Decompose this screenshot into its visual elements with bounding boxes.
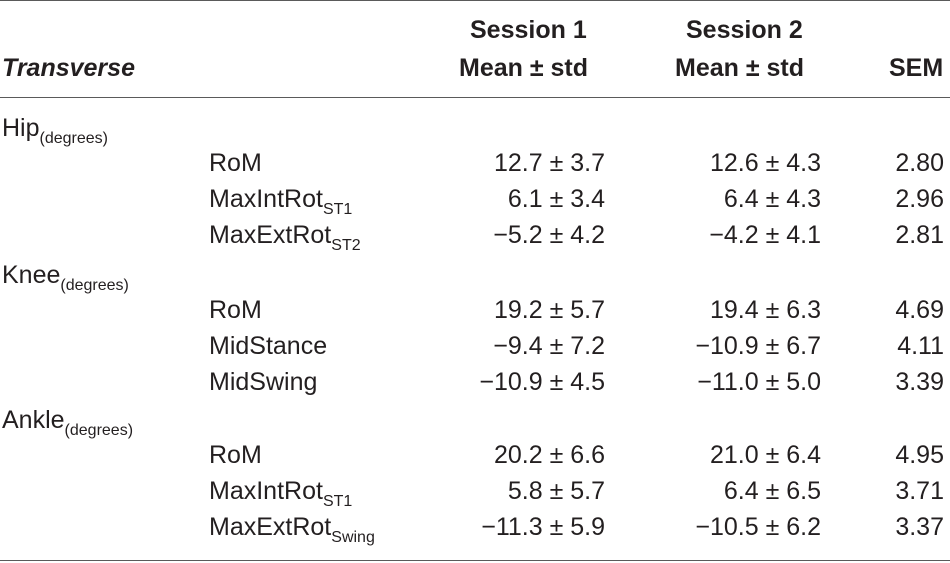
- table-row: [0, 295, 950, 331]
- table-row: [0, 184, 950, 220]
- top-rule: [0, 0, 950, 1]
- session2-mean-std-header: Mean ± std: [675, 54, 805, 82]
- table-row: [0, 440, 950, 476]
- session1-value: 6.1 ± 3.4: [507, 185, 605, 213]
- session2-value: 19.4 ± 6.3: [709, 296, 821, 324]
- group-ankle-header: [0, 405, 950, 441]
- table-row: [0, 220, 950, 256]
- table-row: [0, 331, 950, 367]
- session2-value: −11.0 ± 5.0: [697, 368, 821, 396]
- row-label: MaxExtRot: [209, 221, 332, 249]
- group-hip-header: [0, 113, 950, 149]
- sem-value: 2.96: [895, 185, 944, 213]
- session1-mean-std-header: Mean ± std: [459, 54, 589, 82]
- session2-value: −10.9 ± 6.7: [695, 332, 821, 360]
- sem-value: 2.81: [895, 221, 944, 249]
- row-label: RoM: [209, 149, 262, 177]
- sem-value: 4.11: [897, 332, 944, 360]
- group-name: Knee: [2, 261, 61, 289]
- group-unit: (degrees): [64, 422, 134, 439]
- session1-value: −10.9 ± 4.5: [479, 368, 605, 396]
- transverse-header: Transverse: [2, 54, 135, 82]
- row-label: MidStance: [209, 332, 328, 360]
- session1-value: −5.2 ± 4.2: [493, 221, 605, 249]
- table-row: [0, 367, 950, 403]
- row-label: MaxIntRot: [209, 477, 323, 505]
- session1-value: 19.2 ± 5.7: [493, 296, 605, 324]
- sem-value: 3.71: [895, 477, 944, 505]
- row-label: RoM: [209, 441, 262, 469]
- bottom-rule: [0, 560, 950, 561]
- session2-value: 6.4 ± 6.5: [723, 477, 821, 505]
- sem-value: 2.80: [895, 149, 944, 177]
- session1-value: −11.3 ± 5.9: [481, 513, 605, 541]
- sem-header: SEM: [889, 54, 944, 82]
- sem-value: 3.39: [895, 368, 944, 396]
- session1-value: 5.8 ± 5.7: [507, 477, 605, 505]
- group-unit: (degrees): [39, 130, 108, 147]
- row-label: MaxIntRot: [209, 185, 323, 213]
- session1-value: −9.4 ± 7.2: [493, 332, 605, 360]
- sem-value: 4.69: [895, 296, 944, 324]
- group-unit: (degrees): [60, 277, 129, 294]
- group-knee-header: [0, 260, 950, 296]
- header-rule: [0, 97, 950, 98]
- table-row: [0, 512, 950, 548]
- row-label-sub: Swing: [331, 529, 375, 546]
- session2-value: 12.6 ± 4.3: [709, 149, 821, 177]
- session2-value: 21.0 ± 6.4: [709, 441, 821, 469]
- session1-value: 20.2 ± 6.6: [493, 441, 605, 469]
- sem-value: 4.95: [895, 441, 944, 469]
- row-label: MidSwing: [209, 368, 318, 396]
- row-label: RoM: [209, 296, 262, 324]
- group-name: Hip: [2, 114, 40, 142]
- table-row: [0, 148, 950, 184]
- table-row: [0, 476, 950, 512]
- row-label-sub: ST1: [322, 493, 353, 510]
- session1-value: 12.7 ± 3.7: [493, 149, 605, 177]
- session1-header: Session 1: [470, 16, 587, 44]
- sem-value: 3.37: [895, 513, 944, 541]
- session2-value: 6.4 ± 4.3: [723, 185, 821, 213]
- group-name: Ankle: [2, 406, 65, 434]
- row-label-sub: ST2: [331, 237, 361, 254]
- session2-value: −10.5 ± 6.2: [695, 513, 821, 541]
- row-label: MaxExtRot: [209, 513, 332, 541]
- row-label-sub: ST1: [322, 201, 353, 218]
- session2-header: Session 2: [686, 16, 803, 44]
- session2-value: −4.2 ± 4.1: [709, 221, 821, 249]
